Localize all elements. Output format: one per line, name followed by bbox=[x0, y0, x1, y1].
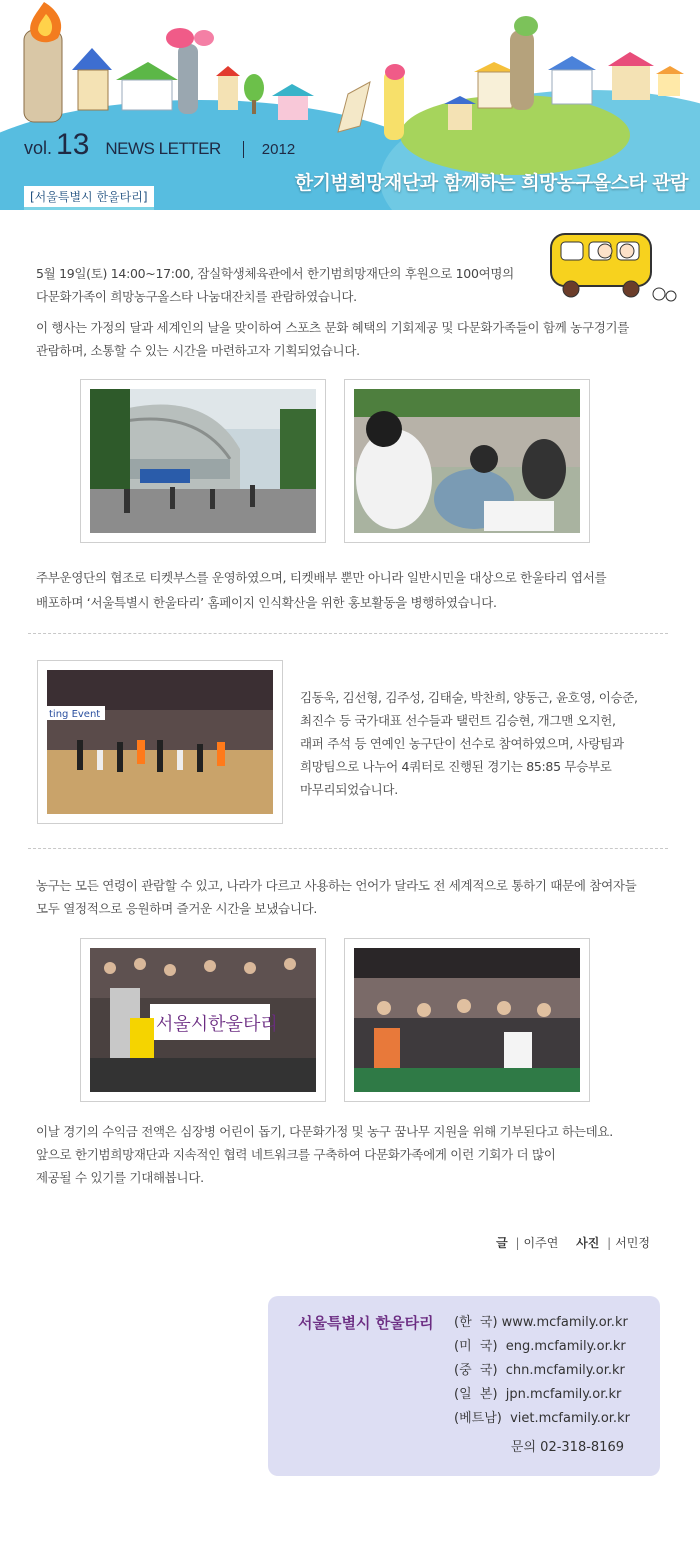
court-banner-text: ting Event bbox=[49, 709, 101, 720]
cheer-line-1: 농구는 모든 연령이 관람할 수 있고, 나라가 다르고 사용하는 언어가 달라도 전 세계적으로 통하기 때문에 참여자들 bbox=[36, 878, 637, 893]
purpose-line-2: 관람하며, 소통할 수 있는 시간을 마련하고자 기획되었습니다. bbox=[36, 343, 360, 358]
audience-banner-text: 서울시한울타리 bbox=[156, 1014, 278, 1035]
players-line-1: 김동욱, 김선형, 김주성, 김태술, 박찬희, 양동근, 윤호영, 이승준, bbox=[300, 690, 638, 705]
players-line-4: 희망팀으로 나누어 4쿼터로 진행된 경기는 85:85 무승부로 bbox=[300, 759, 612, 774]
players-paragraph bbox=[300, 686, 680, 801]
site-list bbox=[454, 1311, 630, 1431]
text-credit-author: 이주연 bbox=[523, 1236, 559, 1250]
text-credit-label: 글 bbox=[496, 1236, 508, 1250]
divider-2 bbox=[28, 848, 668, 849]
audience-banner-image bbox=[90, 948, 316, 1092]
vol-number: 13 bbox=[56, 128, 90, 161]
school-bus-icon bbox=[547, 224, 677, 304]
site-link-chinese[interactable]: (중 국) chn.mcfamily.or.kr bbox=[454, 1363, 625, 1378]
intro-paragraph bbox=[36, 262, 556, 308]
donation-line-3: 제공될 수 있기를 기대해봅니다. bbox=[36, 1170, 204, 1185]
site-link-japanese[interactable]: (일 본) jpn.mcfamily.or.kr bbox=[454, 1387, 622, 1402]
divider-1 bbox=[28, 633, 668, 634]
photo-credit-label: 사진 bbox=[576, 1236, 600, 1250]
site-link-vietnamese[interactable]: (베트남) viet.mcfamily.or.kr bbox=[454, 1411, 630, 1426]
cheer-line-2: 모두 열정적으로 응원하며 즐거운 시간을 보냈습니다. bbox=[36, 901, 318, 916]
players-line-2: 최진수 등 국가대표 선수들과 탤런트 김승현, 개그맨 오지헌, bbox=[300, 713, 616, 728]
purpose-line-1: 이 행사는 가정의 달과 세계인의 날을 맞이하여 스포츠 문화 혜택의 기회제공 및 다문화가족들이 함께 농구경기를 bbox=[36, 320, 630, 335]
category-tag: [서울특별시 한울타리] bbox=[24, 186, 154, 210]
vol-prefix: vol. bbox=[24, 138, 53, 158]
org-name: 서울특별시 한울타리 bbox=[298, 1314, 434, 1332]
issue-year: 2012 bbox=[243, 141, 295, 158]
gym-exterior-image bbox=[90, 389, 316, 533]
ticket-line-1: 주부운영단의 협조로 티켓부스를 운영하였으며, 티켓배부 뿐만 아니라 일반시민을 대상으로 한울타리 엽서를 bbox=[36, 570, 607, 585]
donation-line-1: 이날 경기의 수익금 전액은 심장병 어린이 돕기, 다문화가정 및 농구 꿈나무 지원을 위해 기부된다고 하는데요. bbox=[36, 1124, 613, 1139]
newsletter-header bbox=[0, 0, 700, 210]
ticket-paragraph bbox=[36, 565, 676, 615]
photo-gym-exterior bbox=[80, 379, 326, 543]
ticket-booth-image bbox=[354, 389, 580, 533]
intro-line-2: 다문화가족이 희망농구올스타 나눔대잔치를 관람하였습니다. bbox=[36, 289, 357, 304]
photo-game-court bbox=[37, 660, 283, 824]
author-credit: 글 | 이주연 사진 | 서민정 bbox=[496, 1236, 650, 1250]
game-court-image bbox=[47, 670, 273, 814]
site-link-korea[interactable]: (한 국) www.mcfamily.or.kr bbox=[454, 1315, 628, 1330]
players-line-5: 마무리되었습니다. bbox=[300, 782, 398, 797]
donation-line-2: 앞으로 한기범희망재단과 지속적인 협력 네트워크를 구축하여 다문화가족에게 이런 기회가 더 많이 bbox=[36, 1147, 556, 1162]
contact-info-box bbox=[268, 1296, 660, 1476]
photo-ticket-booth bbox=[344, 379, 590, 543]
photo-audience-banner bbox=[80, 938, 326, 1102]
photo-credit-author: 서민정 bbox=[615, 1236, 650, 1250]
headline-title: 한기범희망재단과 함께하는 희망농구올스타 관람 bbox=[294, 172, 688, 194]
volume-line bbox=[24, 128, 295, 162]
town-illustration bbox=[0, 0, 700, 140]
photo-audience-crowd bbox=[344, 938, 590, 1102]
newsletter-label: NEWS LETTER bbox=[105, 139, 221, 158]
purpose-paragraph bbox=[36, 316, 676, 362]
site-link-english[interactable]: (미 국) eng.mcfamily.or.kr bbox=[454, 1339, 626, 1354]
ticket-line-2: 배포하며 ‘서울특별시 한울타리’ 홈페이지 인식확산을 위한 홍보활동을 병행하였습니다. bbox=[36, 595, 497, 610]
audience-crowd-image bbox=[354, 948, 580, 1092]
cheer-paragraph bbox=[36, 874, 686, 920]
intro-line-1: 5월 19일(토) 14:00~17:00, 잠실학생체육관에서 한기범희망재단의 후원으로 100여명의 bbox=[36, 266, 514, 281]
contact-phone: 문의 02-318-8169 bbox=[510, 1440, 624, 1455]
donation-paragraph bbox=[36, 1120, 686, 1189]
players-line-3: 래퍼 주석 등 연예인 농구단이 선수로 참여하였으며, 사랑팀과 bbox=[300, 736, 624, 751]
